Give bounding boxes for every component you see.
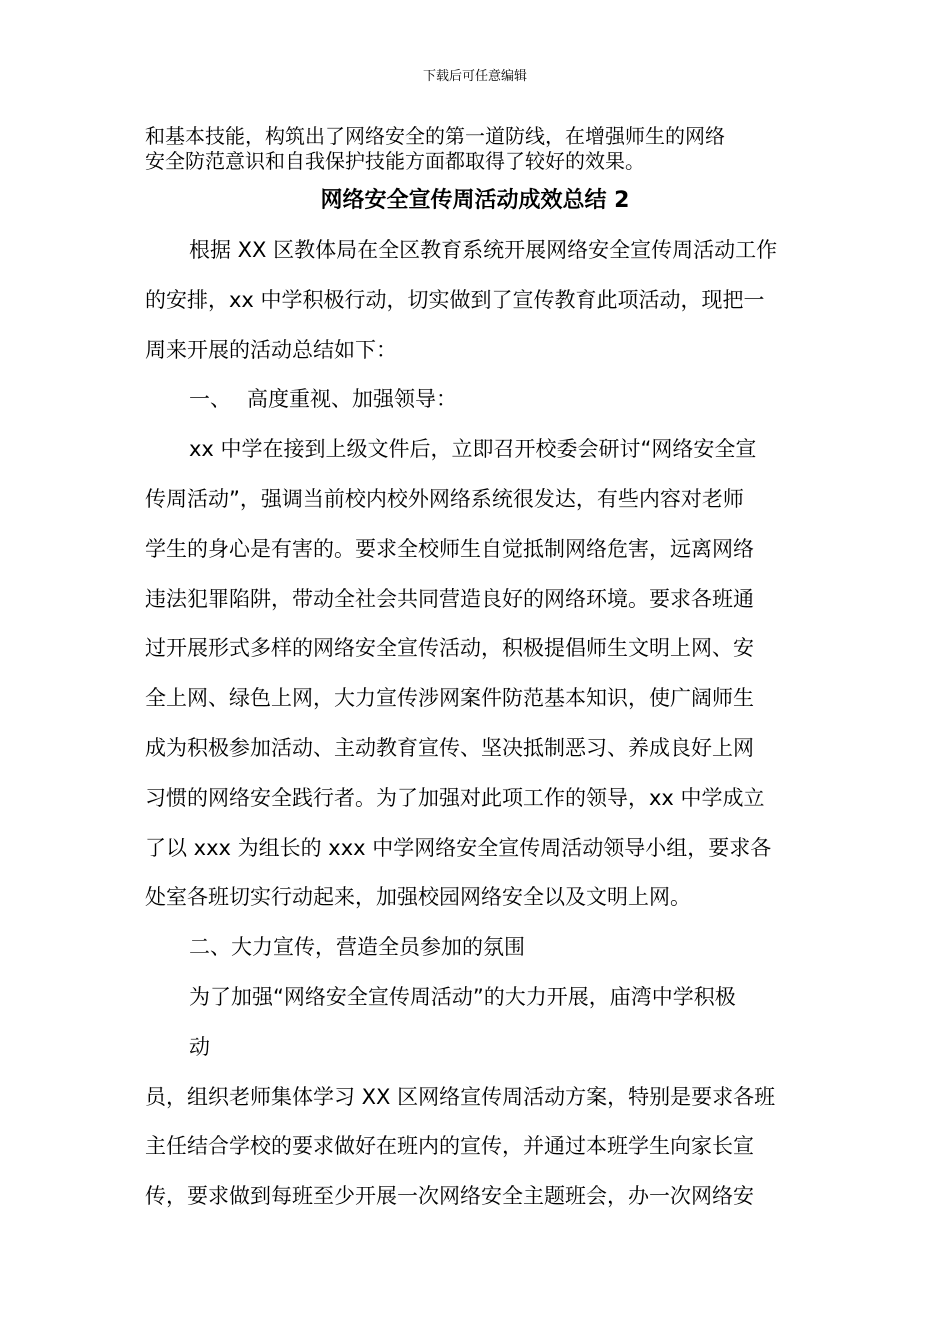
body-line: 了以 xxx 为组长的 xxx 中学网络安全宣传周活动领导小组，要求各 [145,835,772,860]
body-line: 动 [189,1034,210,1059]
section-number: 一、 [189,387,231,412]
intro-line: 和基本技能，构筑出了网络安全的第一道防线，在增强师生的网络 [145,124,725,148]
section-heading-1 [145,375,810,425]
body-line: 学生的身心是有害的。要求全校师生自觉抵制网络危害，远离网络 [145,536,754,561]
section-heading-2: 二、大力宣传，营造全员参加的氛围 [189,935,525,960]
body-line: 习惯的网络安全践行者。为了加强对此项工作的领导，xx 中学成立 [145,785,765,810]
intro-line: 安全防范意识和自我保护技能方面都取得了较好的效果。 [145,149,645,173]
body-line: 传周活动”，强调当前校内校外网络系统很发达，有些内容对老师 [145,486,744,511]
body-line: 违法犯罪陷阱，带动全社会共同营造良好的网络环境。要求各班通 [145,586,754,611]
body-line: 的安排，xx 中学积极行动，切实做到了宣传教育此项活动，现把一 [145,287,765,312]
body-line: 传，要求做到每班至少开展一次网络安全主题班会，办一次网络安 [145,1184,754,1209]
body-line: 根据 XX 区教体局在全区教育系统开展网络安全宣传周活动工作 [189,238,778,262]
document-title: 网络安全宣传周活动成效总结 2 [320,188,630,213]
intro-paragraph [145,124,815,174]
section-heading-text: 高度重视、加强领导： [247,387,457,412]
body-line: 处室各班切实行动起来，加强校园网络安全以及文明上网。 [145,885,691,910]
body-line: 过开展形式多样的网络安全宣传活动，积极提倡师生文明上网、安 [145,636,754,661]
body-line: 周来开展的活动总结如下： [145,337,397,362]
body-line: 主任结合学校的要求做好在班内的宣传，并通过本班学生向家长宣 [145,1134,754,1159]
body-line: xx 中学在接到上级文件后，立即召开校委会研讨“网络安全宣 [189,437,757,462]
body-line: 为了加强“网络安全宣传周活动”的大力开展，庙湾中学积极 [189,984,736,1009]
body-text [145,226,810,1222]
body-line: 全上网、绿色上网，大力宣传涉网案件防范基本知识，使广阔师生 [145,686,754,711]
body-line: 员，组织老师集体学习 XX 区网络宣传周活动方案，特别是要求各班 [145,1084,776,1109]
page-header-note: 下载后可任意编辑 [422,69,527,84]
body-line: 成为积极参加活动、主动教育宣传、坚决抵制恶习、养成良好上网 [145,735,754,760]
